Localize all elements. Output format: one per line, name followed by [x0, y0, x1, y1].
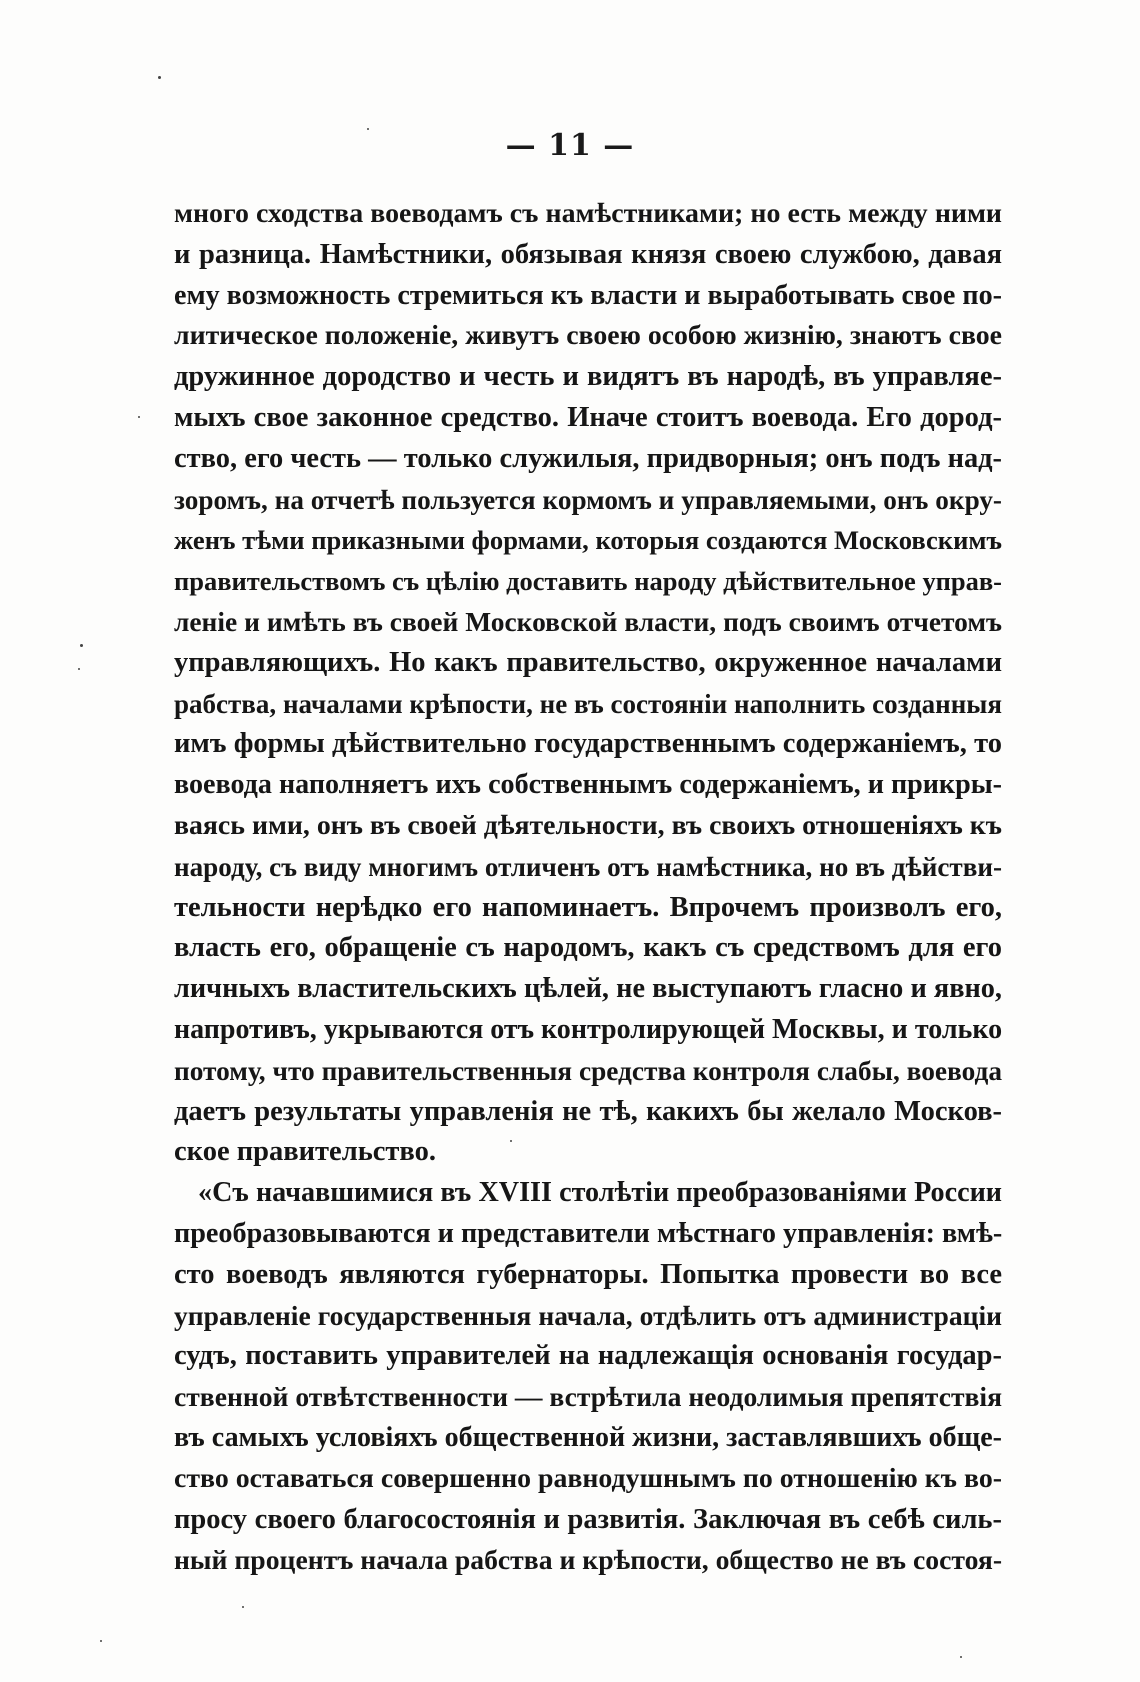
- page-number: — 11 —: [505, 128, 635, 163]
- text-line: мыхъ свое законное средство. Иначе стоитъ воевода. Его дород-: [174, 401, 1002, 433]
- text-line: управляющихъ. Но какъ правительство, окруженное началами: [174, 646, 1002, 678]
- scan-speck: [367, 128, 369, 130]
- text-line: сто воеводъ являются губернаторы. Попытка провести во все: [174, 1258, 1002, 1290]
- text-line: женъ тѣми приказными формами, которыя создаются Московскимъ: [174, 525, 1002, 556]
- text-line: преобразовываются и представители мѣстнаго управленія: вмѣ-: [174, 1217, 1003, 1249]
- scan-speck: [510, 1140, 512, 1142]
- scan-speck: [78, 668, 80, 670]
- scan-speck: [80, 644, 83, 647]
- text-line: правительствомъ съ цѣлію доставить народу дѣйствительное управ-: [174, 566, 1002, 597]
- text-line: ваясь ими, онъ въ своей дѣятельности, въ своихъ отношеніяхъ къ: [174, 809, 1002, 841]
- text-line: рабства, началами крѣпости, не въ состояніи наполнить созданныя: [174, 688, 1002, 719]
- text-line: ство оставаться совершенно равнодушнымъ по отношенію къ во-: [174, 1462, 1002, 1494]
- text-line: тельности нерѣдко его напоминаетъ. Впрочемъ произволъ его,: [174, 891, 1002, 923]
- text-line: власть его, обращеніе съ народомъ, какъ съ средствомъ для его: [174, 932, 1002, 964]
- text-line: управленіе государственныя начала, отдѣлить отъ администраціи: [174, 1299, 1002, 1331]
- text-line: въ самыхъ условіяхъ общественной жизни, заставлявшихъ обще-: [174, 1421, 1002, 1453]
- text-line: потому, что правительственныя средства контроля слабы, воевода: [174, 1055, 1002, 1086]
- text-line: народу, съ виду многимъ отличенъ отъ намѣстника, но въ дѣйстви-: [174, 851, 1002, 882]
- text-line: много сходства воеводамъ съ намѣстниками; но есть между ними: [174, 198, 1002, 229]
- body-text: [174, 194, 1002, 1581]
- scan-speck: [100, 1640, 102, 1642]
- text-line: просу своего благосостоянія и развитія. Заключая въ себѣ силь-: [174, 1503, 1002, 1535]
- scan-speck: [158, 76, 161, 79]
- text-line: ный процентъ начала рабства и крѣпости, общество не въ состоя-: [174, 1544, 1003, 1576]
- text-line: ему возможность стремиться къ власти и выработывать свое по-: [174, 279, 1002, 311]
- text-line: ство, его честь — только служилыя, придворныя; онъ подъ над-: [174, 442, 1002, 474]
- text-line: напротивъ, укрываются отъ контролирующей Москвы, и только: [174, 1013, 1003, 1045]
- text-line: «Съ начавшимися въ XVIII столѣтіи преобразованіями России: [198, 1177, 1002, 1209]
- text-line: зоромъ, на отчетѣ пользуется кормомъ и управляемыми, онъ окру-: [174, 484, 1002, 515]
- text-line: ское правительство.: [174, 1136, 436, 1168]
- scan-speck: [242, 1606, 244, 1608]
- text-line: даетъ результаты управленія не тѣ, какихъ бы желало Москов-: [174, 1095, 1002, 1127]
- scan-speck: [960, 1656, 962, 1658]
- text-line: ственной отвѣтственности — встрѣтила неодолимыя препятствія: [174, 1381, 1002, 1413]
- text-line: дружинное дородство и честь и видятъ въ народѣ, въ управляе-: [174, 361, 1002, 393]
- text-line: литическое положеніе, живутъ своею особою жизнію, знаютъ свое: [174, 320, 1002, 352]
- scan-speck: [138, 416, 140, 418]
- text-line: леніе и имѣть въ своей Московской власти, подъ своимъ отчетомъ: [174, 606, 1002, 637]
- text-line: и разница. Намѣстники, обязывая князя своею службою, давая: [174, 238, 1002, 270]
- text-line: личныхъ властительскихъ цѣлей, не выступаютъ гласно и явно,: [174, 973, 1002, 1005]
- text-line: имъ формы дѣйствительно государственнымъ содержаніемъ, то: [174, 728, 1002, 760]
- text-line: судъ, поставить управителей на надлежащія основанія государ-: [174, 1340, 1002, 1372]
- text-line: воевода наполняетъ ихъ собственнымъ содержаніемъ, и прикры-: [174, 769, 1002, 801]
